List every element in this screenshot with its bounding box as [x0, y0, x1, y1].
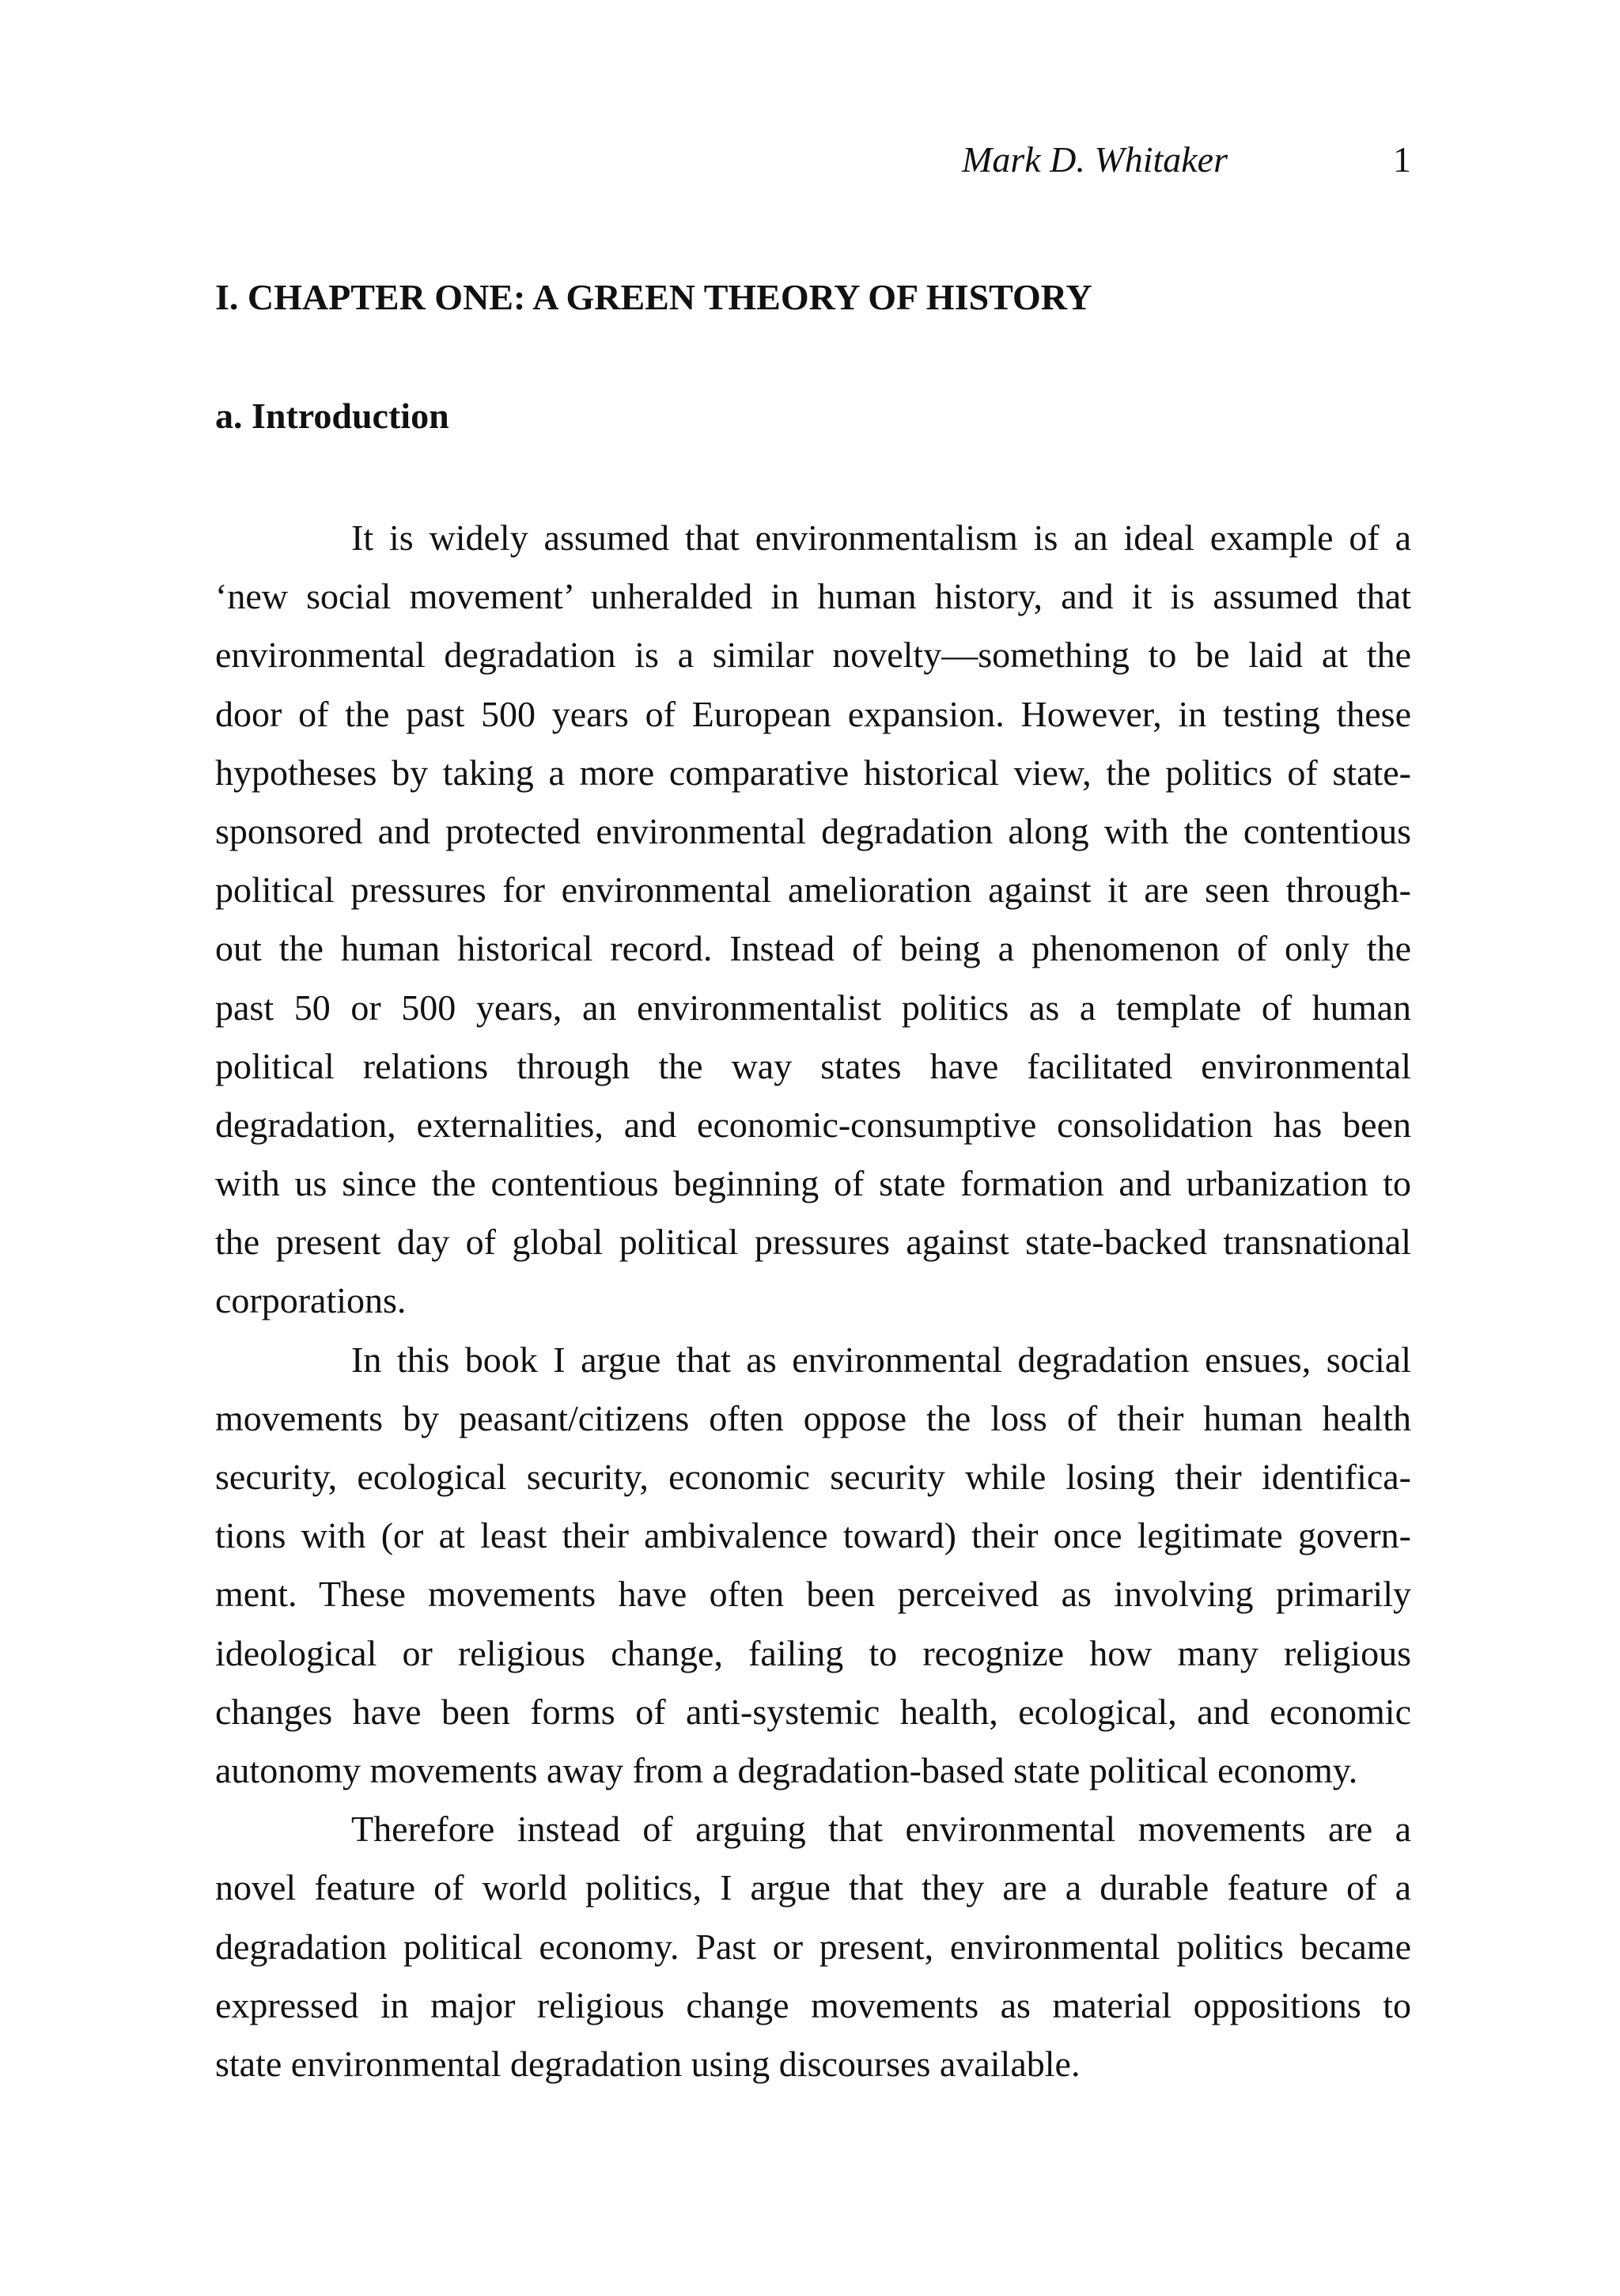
text-line: door of the past 500 years of European expansion. However, in testing these	[215, 693, 1411, 734]
text-line: environmental degradation is a similar novelty—something to be laid at the	[215, 635, 1411, 676]
text-line: autonomy movements away from a degradation-based state political economy.	[215, 1749, 1358, 1790]
text-line: movements by peasant/citizens often oppose the loss of their human health	[215, 1397, 1411, 1438]
text-line: It is widely assumed that environmentalism is an ideal example of a	[351, 517, 1411, 558]
paragraph-3	[215, 1800, 1411, 2093]
text-line: degradation, externalities, and economic-consumptive consolidation has been	[215, 1104, 1411, 1145]
text-line: past 50 or 500 years, an environmentalist politics as a template of human	[215, 987, 1411, 1028]
text-line: Therefore instead of arguing that environmental movements are a	[351, 1809, 1411, 1850]
paragraph-2	[215, 1331, 1411, 1801]
text-line: novel feature of world politics, I argue that they are a durable feature of a	[215, 1867, 1411, 1908]
text-line: the present day of global political pressures against state-backed transnational	[215, 1222, 1411, 1263]
text-line: political pressures for environmental amelioration against it are seen through-	[215, 870, 1411, 911]
body-text	[215, 509, 1411, 2093]
text-line: with us since the contentious beginning of state formation and urbanization to	[215, 1163, 1411, 1204]
text-line: ment. These movements have often been perceived as involving primarily	[215, 1574, 1411, 1615]
text-line: out the human historical record. Instead of being a phenomenon of only the	[215, 928, 1411, 969]
text-line: ‘new social movement’ unheralded in human history, and it is assumed that	[215, 576, 1411, 617]
text-line: security, ecological security, economic security while losing their identifica-	[215, 1457, 1411, 1497]
text-line: tions with (or at least their ambivalence toward) their once legitimate govern-	[215, 1515, 1411, 1556]
text-line: degradation political economy. Past or present, environmental politics became	[215, 1926, 1411, 1967]
text-line: hypotheses by taking a more comparative historical view, the politics of state-	[215, 752, 1411, 793]
text-line: political relations through the way states have facilitated environmental	[215, 1045, 1411, 1086]
page-number: 1	[1393, 139, 1411, 180]
text-line: state environmental degradation using discourses available.	[215, 2043, 1081, 2084]
text-line: corporations.	[215, 1280, 407, 1321]
running-header	[215, 136, 1411, 184]
chapter-title: I. CHAPTER ONE: A GREEN THEORY OF HISTORY	[215, 277, 1092, 317]
header-author: Mark D. Whitaker	[962, 139, 1228, 180]
text-line: changes have been forms of anti-systemic health, ecological, and economic	[215, 1691, 1411, 1732]
text-line: sponsored and protected environmental degradation along with the contentious	[215, 810, 1411, 851]
text-line: In this book I argue that as environmental degradation ensues, social	[351, 1339, 1411, 1380]
text-line: expressed in major religious change movements as material oppositions to	[215, 1984, 1411, 2025]
section-title: a. Introduction	[215, 396, 449, 436]
paragraph-1	[215, 509, 1411, 1331]
text-line: ideological or religious change, failing to recognize how many religious	[215, 1632, 1411, 1673]
